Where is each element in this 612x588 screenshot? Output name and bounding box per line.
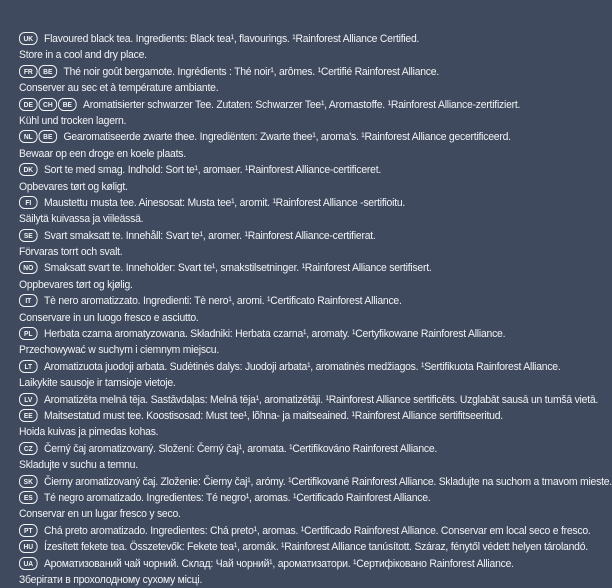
storage-line: Store in a cool and dry place.	[19, 49, 147, 62]
entry-line	[19, 556, 514, 572]
entry-text: Svart smaksatt te. Innehåll: Svart te¹, aromer. ¹Rainforest Alliance-certifierat.	[43, 229, 376, 242]
country-code-badge: DE	[19, 98, 38, 111]
entry-text: Chá preto aromatizado. Ingredientes: Chá preto¹, aromas. ¹Certificado Rainforest Alliance. Conservar em local seco e fresco.	[43, 524, 591, 537]
entry-line	[19, 539, 588, 555]
storage-line: Opbevares tørt og køligt.	[19, 180, 128, 193]
storage-line: Skladujte v suchu a temnu.	[19, 459, 138, 472]
entry-text: Flavoured black tea. Ingredients: Black tea¹, flavourings. ¹Rainforest Alliance Certified.	[43, 33, 420, 45]
storage-line: Förvaras torrt och svalt.	[19, 246, 123, 259]
entry-line	[19, 97, 521, 113]
storage-line: Зберігати в прохолодному сухому місці.	[19, 573, 203, 586]
entry-line	[19, 490, 511, 506]
entry-line	[19, 359, 561, 375]
country-code-badge: BE	[39, 65, 58, 78]
country-code-badge: LT	[19, 360, 38, 373]
entry-text: Aromatizuota juodoji arbata. Sudėtinės dalys: Juodoji arbata¹, aromatinės medžiagos. ¹Sertifikuota Rainforest Alliance.	[43, 360, 561, 373]
entry-text: Aromatisierter schwarzer Tee. Zutaten: Schwarzer Tee¹, Aromastoffe. ¹Rainforest Alliance-zertifiziert.	[83, 98, 521, 111]
country-code-badge: HU	[19, 540, 38, 553]
storage-line: Säilytä kuivassa ja viileässä.	[19, 213, 144, 226]
entry-text: Maustettu musta tee. Ainesosat: Musta tee¹, aromit. ¹Rainforest Alliance -sertifioitu.	[43, 196, 406, 209]
storage-line: Oppbevares tørt og kjølig.	[19, 278, 133, 291]
country-code-badge: CH	[39, 98, 58, 111]
country-code-badge: FR	[19, 65, 38, 78]
entry-line	[19, 474, 612, 490]
country-code-badge: EE	[19, 409, 38, 422]
storage-line: Conserver au sec et à température ambiante.	[19, 82, 219, 95]
country-code-badge: FI	[19, 196, 38, 209]
storage-line: Hoida kuivas ja pimedas kohas.	[19, 426, 159, 439]
country-code-badge: NO	[19, 261, 38, 274]
entry-text: Té negro aromatizado. Ingredientes: Té negro¹, aromas. ¹Certificado Rainforest Alliance.	[43, 491, 431, 504]
entry-text: Černý čaj aromatizovaný. Složení: Černý čaj¹, aromata. ¹Certifikováno Rainforest Alliance.	[43, 442, 438, 455]
storage-line: Bewaar op een droge en koele plaats.	[19, 147, 186, 160]
storage-line: Conservare in un luogo fresco e asciutto.	[19, 311, 199, 324]
entry-text: Gearomatiseerde zwarte thee. Ingrediënten: Zwarte thee¹, aroma's. ¹Rainforest Alliance gecertificeerd.	[63, 131, 511, 144]
entry-line	[19, 162, 511, 178]
storage-line: Kühl und trocken lagern.	[19, 114, 127, 127]
entry-text: Sort te med smag. Indhold: Sort te¹, aromaer. ¹Rainforest Alliance-certificeret.	[43, 164, 382, 177]
country-code-badge: PT	[19, 524, 38, 537]
entry-text: Herbata czarna aromatyzowana. Składniki: Herbata czarna¹, aromaty. ¹Certyfikowane Rainforest Alliance.	[43, 328, 506, 341]
entry-text: Ízesített fekete tea. Összetevők: Fekete tea¹, aromák. ¹Rainforest Alliance tanúsított. Száraz, fénytől védett helyen tárolandó.	[43, 541, 588, 554]
entry-line	[19, 523, 591, 539]
entry-line	[19, 129, 511, 145]
entry-line	[19, 64, 511, 80]
entry-line	[19, 228, 511, 244]
entry-text: Maitsestatud must tee. Koostisosad: Must tee¹, lõhna- ja maitseained. ¹Rainforest Alliance sertifitseeritud.	[43, 409, 503, 422]
entry-line	[19, 195, 511, 211]
country-code-badge: BE	[58, 98, 77, 111]
entry-text: Thé noir goût bergamote. Ingrédients : Thé noir¹, arômes. ¹Certifié Rainforest Alliance.	[63, 65, 439, 78]
entry-line	[19, 441, 511, 457]
country-code-badge: SK	[19, 475, 38, 488]
storage-line: Przechowywać w suchym i ciemnym miejscu.	[19, 344, 219, 357]
entry-line	[19, 293, 511, 309]
country-code-badge: UK	[19, 32, 38, 45]
country-code-badge: BE	[39, 130, 58, 143]
country-code-badge: ES	[19, 491, 38, 504]
entry-line	[19, 260, 511, 276]
country-code-badge: LV	[19, 393, 38, 406]
storage-line: Conservar en un lugar fresco y seco.	[19, 508, 181, 521]
entry-line	[19, 31, 511, 47]
country-code-badge: UA	[19, 557, 38, 570]
entry-line	[19, 408, 511, 424]
entry-text: Tè nero aromatizzato. Ingredienti: Tè nero¹, aromi. ¹Certificato Rainforest Alliance.	[43, 295, 402, 308]
entry-line	[19, 326, 511, 342]
entry-text: Ароматизований чай чорний. Склад: Чай чорний¹, ароматизатори. ¹Сертифіковано Rainforest Alliance.	[43, 557, 514, 570]
country-code-badge: SE	[19, 229, 38, 242]
country-code-badge: IT	[19, 294, 38, 307]
entry-text: Smaksatt svart te. Inneholder: Svart te¹, smakstilsetninger. ¹Rainforest Alliance sertifisert.	[43, 262, 432, 275]
entry-text: Čierny aromatizovaný čaj. Zloženie: Čierny čaj¹, arómy. ¹Certifikované Rainforest Alliance. Skladujte na suchom a tmavom mieste.	[43, 475, 612, 488]
country-code-badge: CZ	[19, 442, 38, 455]
entry-text: Aromatizēta melnā tēja. Sastāvdaļas: Melnā tēja¹, aromatizētāji. ¹Rainforest Alliance sertificēts. Uzglabāt sausā un tumšā vietā.	[43, 393, 599, 406]
country-code-badge: DK	[19, 163, 38, 176]
country-code-badge: PL	[19, 327, 38, 340]
storage-line: Laikykite sausoje ir tamsioje vietoje.	[19, 377, 176, 390]
country-code-badge: NL	[19, 130, 38, 143]
entry-line	[19, 392, 599, 408]
